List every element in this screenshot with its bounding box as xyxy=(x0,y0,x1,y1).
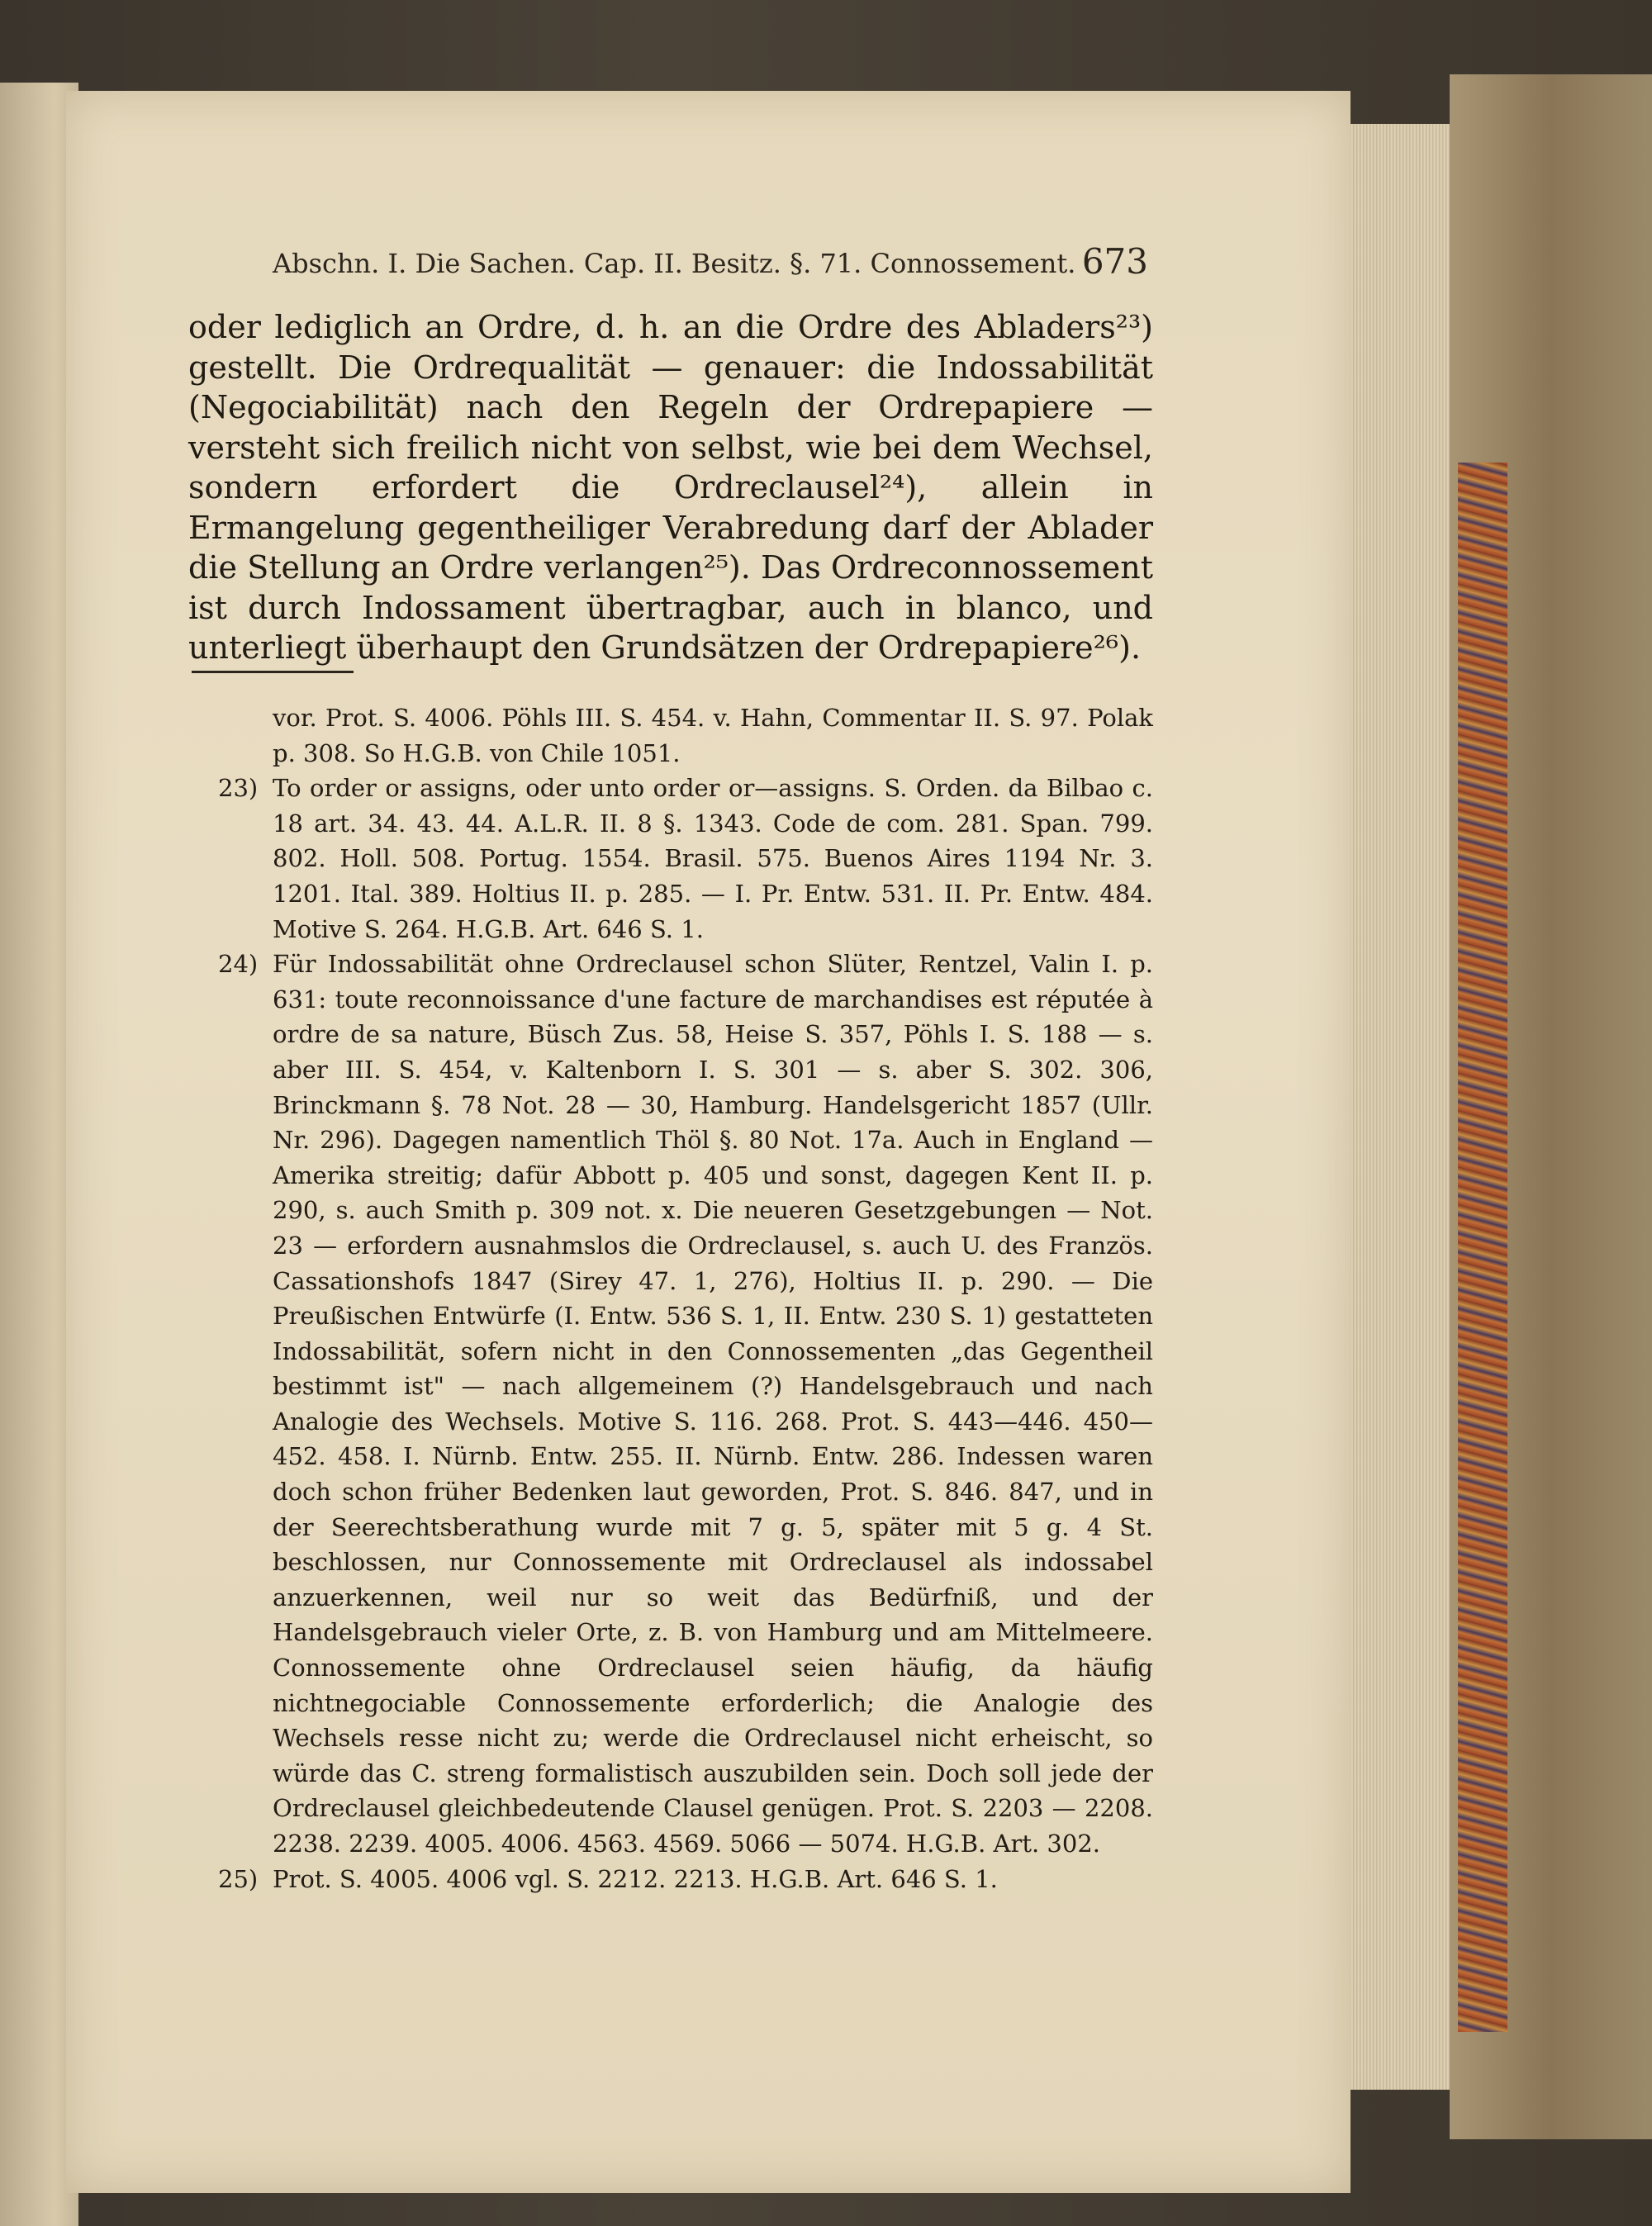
footnote-continuation: vor. Prot. S. 4006. Pöhls III. S. 454. v. Hahn, Commentar II. S. 97. Polak p. 308. So H.G.B. von Chile 1051. xyxy=(273,704,1153,767)
running-header-title: Abschn. I. Die Sachen. Cap. II. Besitz. §. 71. Connossement. xyxy=(273,248,1076,279)
footnotes xyxy=(218,700,1153,1896)
footnote-separator xyxy=(192,671,354,673)
footnote-23 xyxy=(218,771,1153,947)
footnote-text: Prot. S. 4005. 4006 vgl. S. 2212. 2213. H.G.B. Art. 646 S. 1. xyxy=(273,1864,998,1893)
running-header xyxy=(273,241,1148,282)
footnote-24 xyxy=(218,947,1153,1861)
footnote-25 xyxy=(218,1862,1153,1897)
footnote-number: 25) xyxy=(218,1864,259,1893)
footnote-number: 23) xyxy=(218,774,259,803)
footnote-number: 24) xyxy=(218,950,259,979)
main-text xyxy=(188,307,1153,668)
main-paragraph: oder lediglich an Ordre, d. h. an die Ordre des Abladers²³) gestellt. Die Ordrequalität — genauer: die Indossabilität (Negociabilität) nach den Regeln der Ordrepapiere — versteht sich freilich nicht von selbst, wie bei dem Wechsel, sondern erfordert die Ordreclausel²⁴), allein in Ermangelung gegentheiliger Verabredung darf der Ablader die Stellung an Ordre verlangen²⁵). Das Ordreconnossement ist durch Indossament übertragbar, auch in blanco, und unterliegt überhaupt den Grundsätzen der Ordrepapiere²⁶). xyxy=(188,309,1153,666)
page-number: 673 xyxy=(1081,241,1148,282)
footnote-text: Für Indossabilität ohne Ordreclausel schon Slüter, Rentzel, Valin I. p. 631: toute reconnoissance d'une facture de marchandises est réputée à ordre de sa nature, Büsch Zus. 58, Heise S. 357, Pöhls I. S. 188 — s. aber III. S. 454, v. Kaltenborn I. S. 301 — s. aber S. 302. 306, Brinckmann §. 78 Not. 28 — 30, Hamburg. Handelsgericht 1857 (Ullr. Nr. 296). Dagegen namentlich Thöl §. 80 Not. 17a. Auch in England — Amerika streitig; dafür Abbott p. 405 und sonst, dagegen Kent II. p. 290, s. auch Smith p. 309 not. x. Die neueren Gesetzgebungen — Not. 23 — erfordern ausnahmslos die Ordreclausel, s. auch U. des Französ. Cassationshofs 1847 (Sirey 47. 1, 276), Holtius II. p. 290. — Die Preußischen Entwürfe (I. Entw. 536 S. 1, II. Entw. 230 S. 1) gestatteten Indossabilität, sofern nicht in den Connossementen „das Gegentheil bestimmt ist" — nach allgemeinem (?) Handelsgebrauch und nach Analogie des Wechsels. Motive S. 116. 268. Prot. S. 443—446. 450—452. 458. I. Nürnb. Entw. 255. II. Nürnb. Entw. 286. Indessen waren doch schon früher Bedenken laut geworden, Prot. S. 846. 847, und in der Seerechtsberathung wurde mit 7 g. 5, später mit 5 g. 4 St. beschlossen, nur Connossemente mit Ordreclausel als indossabel anzuerkennen, weil nur so weit das Bedürfniß, und der Handelsgebrauch vieler Orte, z. B. von Hamburg und am Mittelmeere. Connossemente ohne Ordreclausel seien häufig, da häufig nichtnegociable Connossemente erforderlich; die Analogie des Wechsels resse nicht zu; werde die Ordreclausel nicht erheischt, so würde das C. streng formalistisch auszubilden sein. Doch soll jede der Ordreclausel gleichbedeutende Clausel genügen. Prot. S. 2203 — 2208. 2238. 2239. 4005. 4006. 4563. 4569. 5066 — 5074. H.G.B. Art. 302. xyxy=(273,950,1153,1858)
marbled-edge xyxy=(1458,463,1507,2032)
page-block-edges xyxy=(1351,124,1450,2090)
footnote-text: To order or assigns, oder unto order or—assigns. S. Orden. da Bilbao c. 18 art. 34. 43. 44. A.L.R. II. 8 §. 1343. Code de com. 281. Span. 799. 802. Holl. 508. Portug. 1554. Brasil. 575. Buenos Aires 1194 Nr. 3. 1201. Ital. 389. Holtius II. p. 285. — I. Pr. Entw. 531. II. Pr. Entw. 484. Motive S. 264. H.G.B. Art. 646 S. 1. xyxy=(273,774,1153,943)
